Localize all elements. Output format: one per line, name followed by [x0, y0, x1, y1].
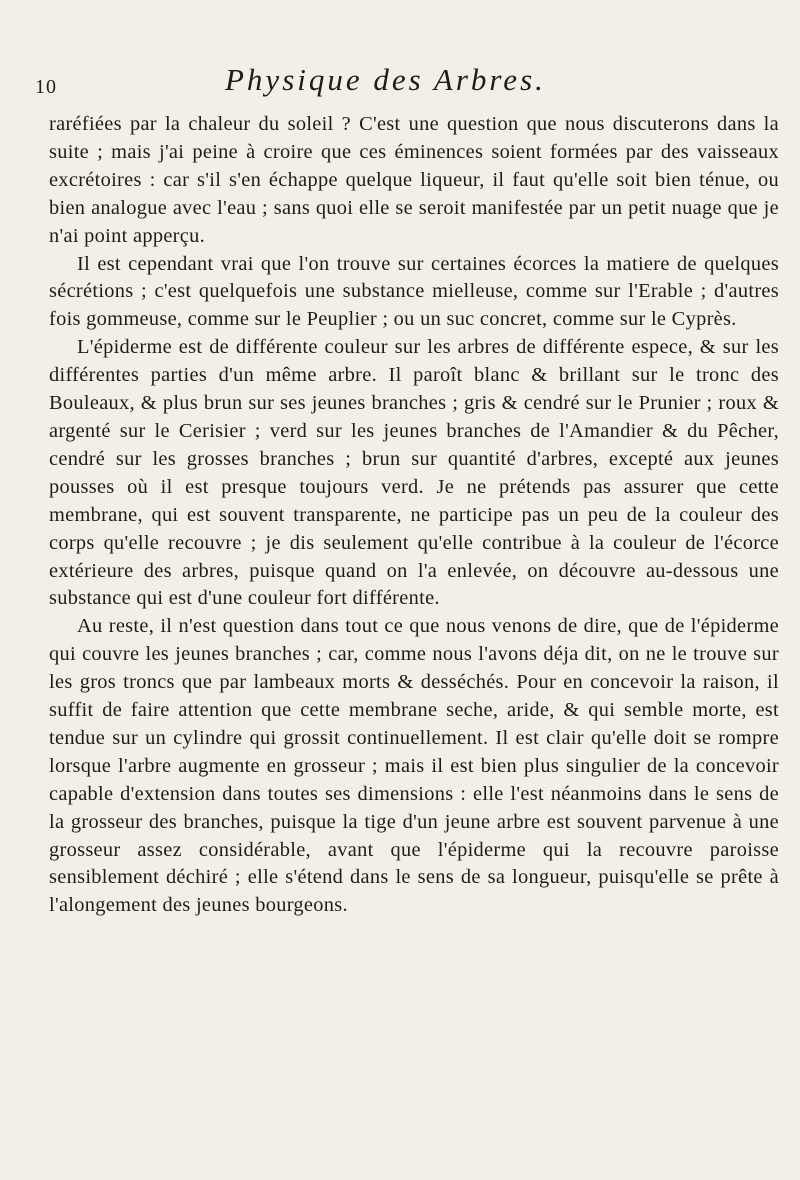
paragraph-epiderme-extension: Au reste, il n'est question dans tout ce que nous venons de dire, que de l'épiderme qui couvre les jeunes branches ; car, comme nous l'avons déja dit, on ne le trouve sur les gros troncs que par lambeaux morts & desséchés. Pour en concevoir la raison, il suffit de faire attention que cette membrane seche, aride, & qui semble morte, est tendue sur un cylindre qui grossit continuellement. Il est clair qu'elle doit se rompre lorsque l'arbre augmente en grosseur ; mais il est bien plus singulier de la concevoir capable d'extension dans toutes ses dimensions : elle l'est néanmoins dans le sens de la grosseur des branches, puisque la tige d'un jeune arbre est souvent parvenue à une grosseur assez considérable, avant que l'épiderme qui la recouvre paroisse sensiblement déchiré ; elle s'étend dans le sens de sa longueur, puisqu'elle se prête à l'alongement des jeunes bourgeons. — [49, 615, 779, 917]
page-number: 10 — [35, 76, 57, 98]
paragraph-epiderme-couleur: L'épiderme est de différente couleur sur les arbres de différente espece, & sur les différentes parties d'un même arbre. Il paroît blanc & brillant sur le tronc des Bouleaux, & plus brun sur ses jeunes branches ; gris & cendré sur le Prunier ; roux & argenté sur le Cerisier ; verd sur les jeunes branches de l'Amandier & du Pêcher, cendré sur les grosses branches ; brun sur quantité d'arbres, excepté aux jeunes pousses où il est presque toujours verd. Je ne prétends pas assurer que cette membrane, qui est souvent transparente, ne participe pas un peu de la couleur des corps qu'elle recouvre ; je dis seulement qu'elle contribue à la couleur de l'écorce extérieure des arbres, puisque quand on l'a enlevée, on découvre au-dessous une substance qui est d'une couleur fort différente. — [49, 336, 779, 610]
running-title: Physique des Arbres. — [225, 62, 546, 97]
paragraph-continuation: raréfiées par la chaleur du soleil ? C'est une question que nous discuterons dans la suite ; mais j'ai peine à croire que ces éminences soient formées par des vaisseaux excrétoires : car s'il s'en échappe quelque liqueur, il faut qu'elle soit bien ténue, ou bien analogue avec l'eau ; sans quoi elle se seroit manifestée par un petit nuage que je n'ai point apperçu. — [49, 113, 779, 247]
page-header — [35, 62, 775, 102]
body-text — [49, 111, 779, 920]
paragraph-secretions: Il est cependant vrai que l'on trouve sur certaines écorces la matiere de quelques sécrétions ; c'est quelquefois une substance mielleuse, comme sur l'Erable ; d'autres fois gommeuse, comme sur le Peuplier ; ou un suc concret, comme sur le Cyprès. — [49, 252, 779, 331]
